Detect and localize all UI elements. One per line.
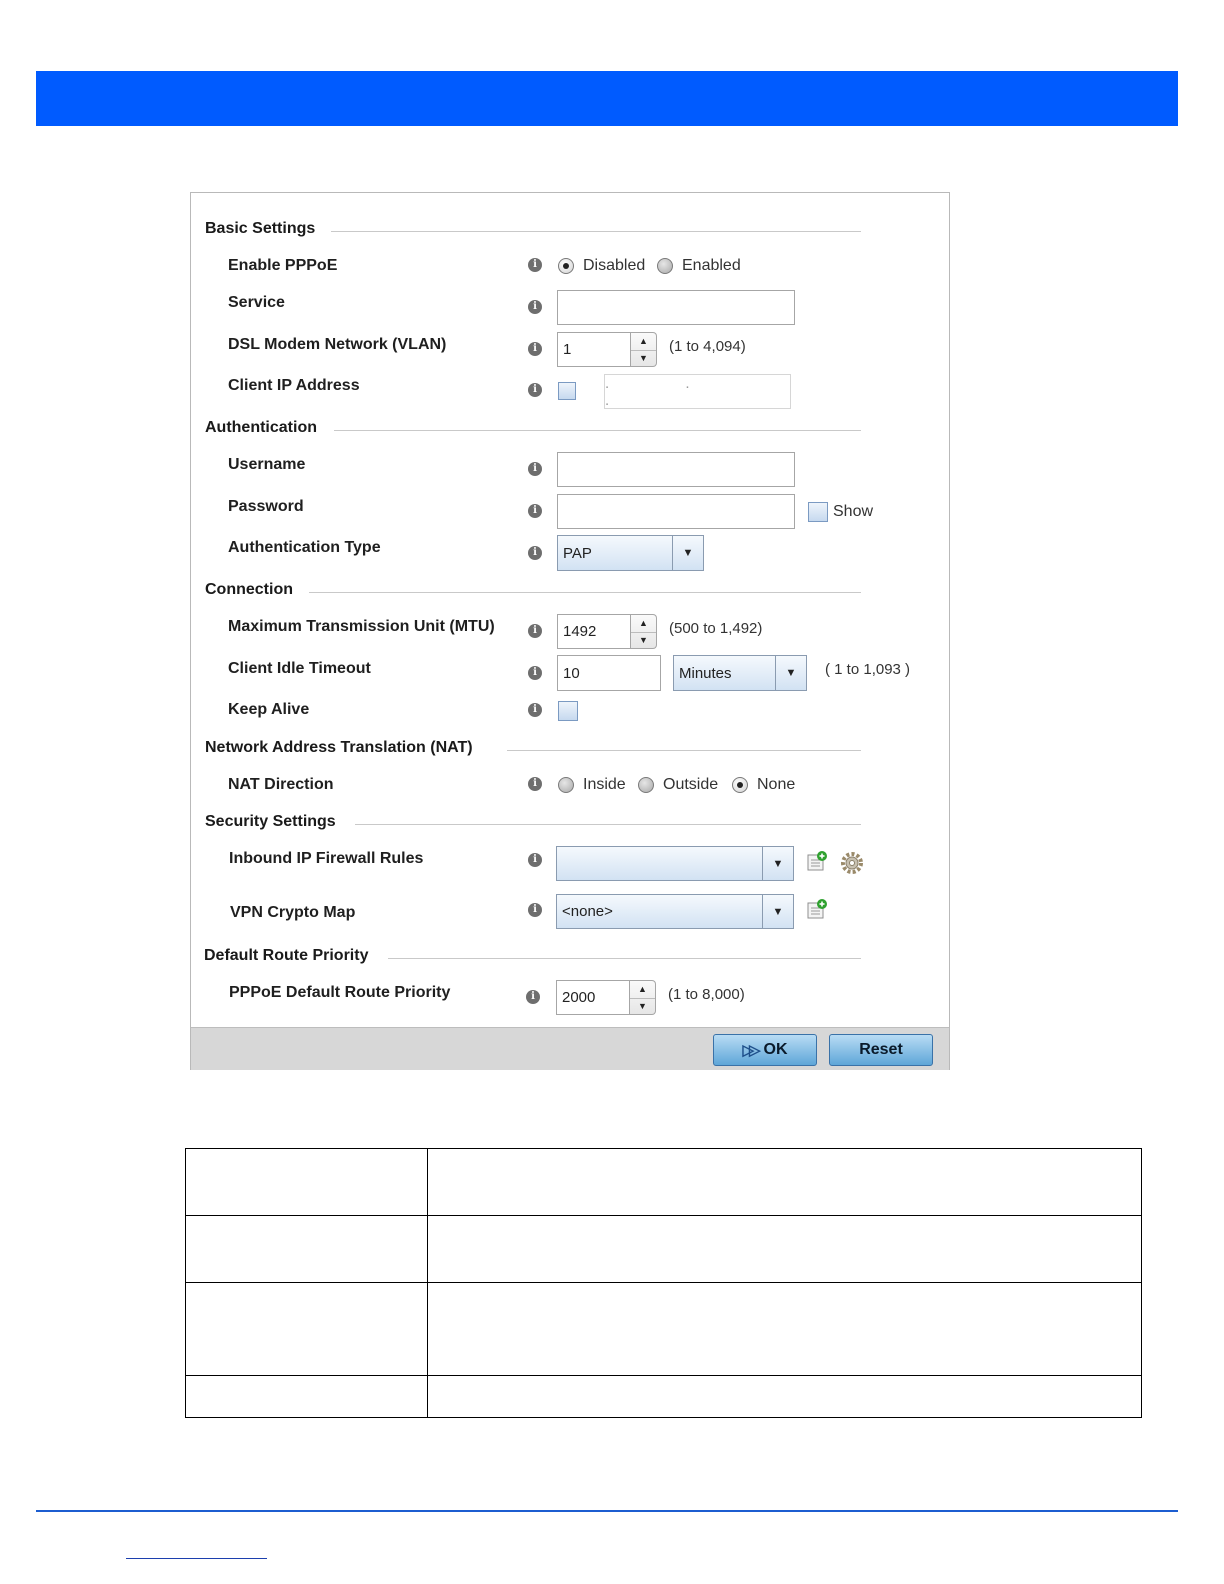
client-ip-input[interactable]: . . . (604, 374, 791, 409)
info-icon[interactable]: i (528, 903, 542, 917)
route-priority-label: PPPoE Default Route Priority (229, 984, 451, 1001)
enable-pppoe-enabled-radio[interactable] (657, 258, 673, 274)
username-input[interactable] (557, 452, 795, 487)
firewall-rules-label: Inbound IP Firewall Rules (229, 850, 424, 867)
section-default-route-priority: Default Route Priority (204, 947, 369, 964)
info-icon[interactable]: i (528, 462, 542, 476)
section-connection: Connection (205, 581, 293, 598)
ok-button-label: OK (763, 1041, 788, 1058)
idle-timeout-unit-select[interactable] (673, 655, 807, 691)
stepper-down-icon[interactable]: ▼ (639, 634, 648, 645)
section-divider (309, 592, 861, 593)
section-divider (334, 430, 861, 431)
idle-timeout-range: ( 1 to 1,093 ) (825, 661, 911, 678)
chevron-down-icon[interactable]: ▼ (775, 656, 806, 690)
chevron-down-icon[interactable]: ▼ (762, 895, 793, 928)
nat-inside-label: Inside (583, 776, 626, 793)
reset-button[interactable]: Reset (829, 1034, 933, 1066)
idle-timeout-label: Client Idle Timeout (228, 660, 371, 677)
auth-type-value: PAP (563, 544, 592, 562)
section-nat: Network Address Translation (NAT) (205, 739, 473, 756)
mtu-input[interactable]: 1492 (557, 614, 631, 649)
info-icon[interactable]: i (528, 777, 542, 791)
username-label: Username (228, 456, 306, 473)
stepper-up-icon[interactable]: ▲ (630, 981, 655, 999)
nat-inside-radio[interactable] (558, 777, 574, 793)
vpn-crypto-map-label: VPN Crypto Map (230, 904, 356, 921)
table-cell (428, 1283, 1142, 1376)
info-icon[interactable]: i (528, 258, 542, 272)
table-row (186, 1283, 1142, 1376)
auth-type-select[interactable] (557, 535, 704, 571)
table-cell (186, 1149, 428, 1216)
mtu-range: (500 to 1,492) (669, 620, 763, 637)
table-row (186, 1376, 1142, 1418)
idle-timeout-input[interactable]: 10 (557, 655, 661, 691)
password-input[interactable] (557, 494, 795, 529)
mtu-label: Maximum Transmission Unit (MTU) (228, 618, 495, 635)
enable-pppoe-disabled-radio[interactable] (558, 258, 574, 274)
table-cell (186, 1376, 428, 1418)
form-footer (191, 1027, 949, 1070)
vlan-input[interactable]: 1 (557, 332, 631, 367)
stepper-down-icon[interactable]: ▼ (639, 352, 648, 363)
route-priority-stepper[interactable] (630, 980, 656, 1015)
footer-rule (36, 1510, 1178, 1512)
show-password-checkbox[interactable] (808, 502, 828, 522)
idle-timeout-unit-value: Minutes (679, 664, 732, 682)
route-priority-input[interactable]: 2000 (556, 980, 630, 1015)
chevron-down-icon[interactable]: ▼ (672, 536, 703, 570)
table-cell (186, 1283, 428, 1376)
section-authentication: Authentication (205, 419, 317, 436)
vlan-range: (1 to 4,094) (669, 338, 746, 355)
add-policy-icon[interactable] (806, 850, 828, 872)
add-policy-icon[interactable] (806, 898, 828, 920)
info-icon[interactable]: i (528, 383, 542, 397)
section-divider (388, 958, 861, 959)
info-icon[interactable]: i (528, 342, 542, 356)
info-icon[interactable]: i (526, 990, 540, 1004)
password-label: Password (228, 498, 304, 515)
route-priority-range: (1 to 8,000) (668, 986, 745, 1003)
footer-link-underline[interactable] (126, 1558, 267, 1559)
stepper-up-icon[interactable]: ▲ (631, 333, 656, 351)
info-icon[interactable]: i (528, 853, 542, 867)
info-icon[interactable]: i (528, 624, 542, 638)
description-table (185, 1148, 1142, 1418)
firewall-rules-select[interactable] (556, 846, 794, 881)
vpn-crypto-map-value: <none> (562, 903, 613, 920)
service-input[interactable] (557, 290, 795, 325)
table-cell (428, 1149, 1142, 1216)
table-row (186, 1149, 1142, 1216)
show-password-label: Show (833, 503, 874, 520)
mtu-stepper[interactable] (631, 614, 657, 649)
info-icon[interactable]: i (528, 546, 542, 560)
section-divider (355, 824, 861, 825)
enable-pppoe-disabled-label: Disabled (583, 257, 646, 274)
section-divider (507, 750, 861, 751)
info-icon[interactable]: i (528, 666, 542, 680)
forward-icon: ▷▷ (742, 1042, 756, 1059)
table-cell (186, 1216, 428, 1283)
section-divider (331, 231, 861, 232)
info-icon[interactable]: i (528, 703, 542, 717)
nat-outside-radio[interactable] (638, 777, 654, 793)
pppoe-config-panel (190, 192, 950, 1070)
gear-icon[interactable] (840, 851, 864, 875)
table-row (186, 1216, 1142, 1283)
section-basic-settings: Basic Settings (205, 220, 316, 237)
info-icon[interactable]: i (528, 504, 542, 518)
client-ip-checkbox[interactable] (558, 382, 576, 400)
service-label: Service (228, 294, 285, 311)
nat-none-label: None (757, 776, 796, 793)
enable-pppoe-enabled-label: Enabled (682, 257, 741, 274)
ok-button[interactable] (713, 1034, 817, 1066)
vlan-label: DSL Modem Network (VLAN) (228, 336, 447, 353)
nat-none-radio[interactable] (732, 777, 748, 793)
section-security-settings: Security Settings (205, 813, 336, 830)
keep-alive-checkbox[interactable] (558, 701, 578, 721)
info-icon[interactable]: i (528, 300, 542, 314)
table-cell (428, 1216, 1142, 1283)
nat-direction-label: NAT Direction (228, 776, 334, 793)
vlan-stepper[interactable] (631, 332, 657, 367)
enable-pppoe-label: Enable PPPoE (228, 257, 338, 274)
stepper-down-icon[interactable]: ▼ (638, 1000, 647, 1011)
keep-alive-label: Keep Alive (228, 701, 310, 718)
nat-outside-label: Outside (663, 776, 719, 793)
table-cell (428, 1376, 1142, 1418)
header-banner (36, 71, 1178, 126)
client-ip-label: Client IP Address (228, 377, 360, 394)
vpn-crypto-map-select[interactable] (556, 894, 794, 929)
chevron-down-icon[interactable]: ▼ (762, 847, 793, 880)
auth-type-label: Authentication Type (228, 539, 381, 556)
stepper-up-icon[interactable]: ▲ (631, 615, 656, 633)
